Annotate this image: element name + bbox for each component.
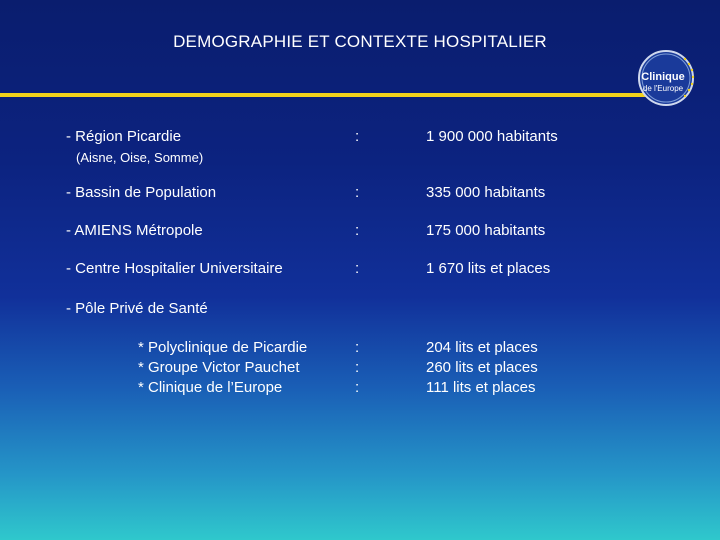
amiens-metropole-sep: : (355, 222, 360, 239)
title-underline (0, 93, 650, 97)
bassin-population-sep: : (355, 184, 360, 201)
clinique-europe-logo (627, 50, 705, 106)
logo-line1: Clinique (641, 71, 685, 83)
prive-sep-europe: : (355, 379, 360, 396)
amiens-metropole-value: 175 000 habitants (426, 222, 546, 239)
prive-value-polyclinique: 204 lits et places (426, 339, 538, 356)
logo-line2: de l'Europe (642, 84, 684, 93)
page-title: DEMOGRAPHIE ET CONTEXTE HOSPITALIER (173, 32, 547, 51)
region-picardie-sep: : (355, 128, 360, 145)
region-picardie-label: - Région Picardie (66, 128, 182, 145)
chu-value: 1 670 lits et places (426, 260, 551, 277)
chu-sep: : (355, 260, 360, 277)
prive-name-pauchet: * Groupe Victor Pauchet (138, 359, 300, 376)
prive-value-pauchet: 260 lits et places (426, 359, 538, 376)
amiens-metropole-label: - AMIENS Métropole (66, 222, 203, 239)
pole-prive-label: - Pôle Privé de Santé (66, 300, 208, 317)
prive-seps (355, 338, 359, 398)
chu-label: - Centre Hospitalier Universitaire (66, 260, 283, 277)
bassin-population-label: - Bassin de Population (66, 184, 217, 201)
region-picardie-value: 1 900 000 habitants (426, 128, 558, 145)
prive-value-europe: 111 lits et places (426, 379, 536, 396)
prive-values (426, 338, 538, 398)
prive-sep-pauchet: : (355, 359, 360, 376)
prive-names (138, 338, 307, 398)
prive-name-polyclinique: * Polyclinique de Picardie (138, 339, 308, 356)
region-picardie-sublabel: (Aisne, Oise, Somme) (76, 150, 204, 165)
prive-name-europe: * Clinique de l’Europe (138, 379, 283, 396)
bassin-population-value: 335 000 habitants (426, 184, 546, 201)
prive-sep-polyclinique: : (355, 339, 360, 356)
